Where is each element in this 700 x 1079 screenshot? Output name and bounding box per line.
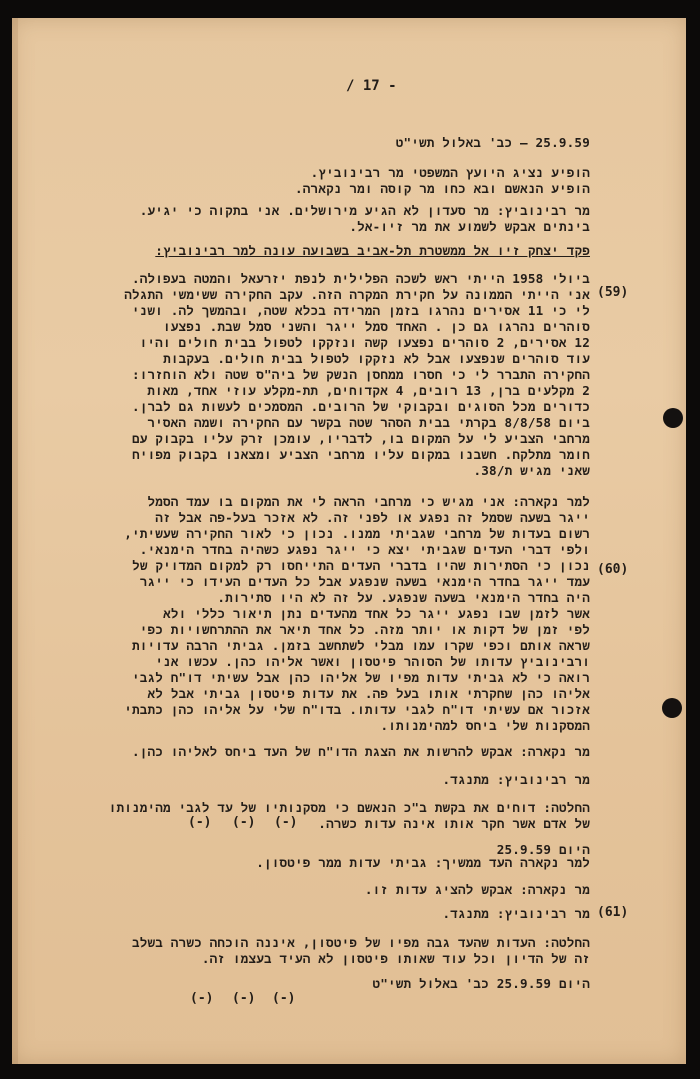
page-edge-shadow bbox=[12, 18, 18, 1064]
decision-line: זה של הדיון וכל עוד שאותו פיטסון לא העיד בעצמו זה. bbox=[201, 951, 590, 966]
objection-line: מר רבינוביץ: מתנגד. bbox=[442, 906, 590, 921]
signature-mark: (-) bbox=[272, 991, 296, 1006]
testimony-line: 2 מקלעים ברן, 13 רובים, 4 אקדוחים, תת-מקלע עוזי אחד, מאות bbox=[147, 383, 590, 398]
testimony-line: עמד ייגר בחדר הימנאי בשעה שנפגע אבל כל העדים העידו כי ייגר bbox=[139, 574, 590, 589]
punch-hole bbox=[662, 698, 682, 718]
signature-mark: (-) bbox=[190, 991, 214, 1006]
request-line: מר נקארה: אבקש להציג עדות זו. bbox=[364, 882, 590, 897]
page-number: / 17 - bbox=[346, 78, 397, 94]
testimony-line: ביולי 1958 הייתי ראש לשכה הפלילית לנפת יזרעאל והמטה בעפולה. bbox=[131, 271, 590, 286]
witness-intro: פקד יצחק זיו אל ממשטרת תל-אביב בשבועה עונה למר רבינוביץ: bbox=[155, 243, 590, 258]
testimony-line: ורבינוביץ עדותו של הסוהר פיטסון ואשר אליהו כהן. עכשו אני bbox=[155, 654, 590, 669]
testimony-line: ולפי דברי העדים שגביתי יצא כי ייגר נפגע כשהיה בחדר הימנאי. bbox=[139, 542, 590, 557]
testimony-line: חומר מתלקח. חשבנו במקום עליו מרחבי הצביע ומצאנו בקבוק מפויח bbox=[132, 447, 590, 462]
testimony-line: לפי זמן של דקות או יותר מזה. כל אחד תיאר את ההתרחשויות כפי bbox=[139, 622, 590, 637]
testimony-line: מרחבי הצביע לי על המקום בו, לדבריו, עומכן זרק עליו בקבוק עם bbox=[131, 431, 590, 446]
signature-mark: (-) bbox=[188, 815, 212, 830]
signature-mark: (-) bbox=[274, 815, 298, 830]
margin-number: (61) bbox=[597, 905, 629, 920]
testimony-line: ביום 8/8/58 בקרתי בבית הסהר שטה בקשר עם החקירה ושמה האסיר bbox=[147, 415, 590, 430]
testimony-line: אזכור אם עשיתי דו"ח לגבי עדותו. בדו"ח שלי על אליהו כהן כתבתי bbox=[124, 702, 590, 717]
request-line: מר נקארה: אבקש להרשות את הצגת הדו"ח של העד ביחס לאליהו כהן. bbox=[131, 744, 590, 759]
testimony-line: אני הייתי הממונה על חקירת המקרה הזה. עקב החקירה ששימשי התגלה bbox=[124, 287, 590, 302]
signature-mark: (-) bbox=[232, 991, 256, 1006]
testimony-line: היה בחדר הימנאי בשעה שנפגע. על זה לא היו סתירות. bbox=[217, 590, 590, 605]
testimony-line: לי כי 11 אסירים נהרגו בזמן המרידה בכלא שטה, ובהמשך לה. ושני bbox=[131, 303, 590, 318]
decision-line: של אדם אשר חקר אותו אינה עדות כשרה. bbox=[318, 816, 590, 831]
testimony-line: נכון כי הסתירות שהיו בדברי העדים התייחסו רק למקום המדויק של bbox=[132, 558, 590, 573]
testimony-line: כדורים מכל הסוגים ובקבוקי של הרובים. המסמכים לעשות גם לברן. bbox=[132, 399, 590, 414]
testimony-line: עוד סוהרים שנפצעו אבל לא נזקקו לטפול בבית חולים. בעקבות bbox=[163, 351, 590, 366]
punch-hole bbox=[663, 408, 683, 428]
margin-number: (60) bbox=[597, 562, 629, 577]
date-line: היום 25.9.59 כב' באלול תשי"ט bbox=[372, 976, 590, 991]
statement-line: בינתים אבקש לשמוע את מר זיו-אל. bbox=[349, 219, 590, 234]
testimony-line: אליהו כהן שחקרתי אותו בעל פה. את עדות פיטסון גביתי אבל לא bbox=[147, 686, 590, 701]
testimony-line: שראה אותם וכפי שקרו עמו מבלי לשתחשב בזמן. גביתי הרבה עדויות bbox=[132, 638, 590, 653]
appearance-line: הופיע נציג היועץ המשפטי מר רבינוביץ. bbox=[310, 165, 590, 180]
objection-line: מר רבינוביץ: מתנגד. bbox=[442, 772, 590, 787]
testimony-line: סוהרים נהרגו גם כן . האחד סמל ייגר והשני סמל שבת. נפצעו bbox=[163, 319, 590, 334]
testimony-line: 12 אסירים, 2 סוהרים נפצעו קשה ונזקקו לטפול בבית חולים והיו bbox=[139, 335, 590, 350]
date-heading: 25.9.59 – כב' באלול תשי"ט bbox=[395, 135, 590, 150]
testimony-line: רואה כי לא גביתי עדות מפיו של אליהו כהן אבל עשיתי דו"ח לגבי bbox=[131, 670, 590, 685]
appearance-line: הופיע הנאשם ובא כחו מר קוסה ומר נקארה. bbox=[295, 181, 590, 196]
testimony-line: ייגר בשעה שסמל זה נפגע או לפני זה. לא אזכר בעל-פה אבל זה bbox=[155, 510, 590, 525]
testimony-line: למר נקארה העד ממשיך: גביתי עדות ממר פיטסון. bbox=[256, 855, 590, 870]
date-line: היום 25.9.59 bbox=[496, 842, 590, 857]
testimony-line: למר נקארה: אני מגיש כי מרחבי הראה לי את המקום בו עמד הסמל bbox=[147, 494, 590, 509]
testimony-line: החקירה התברר לי כי חסרו ממחסן הנשק של ביה"ס שטה ולא הוחזרו: bbox=[131, 367, 590, 382]
testimony-line: שאני מגיש ת/38. bbox=[473, 463, 590, 478]
signature-mark: (-) bbox=[232, 815, 256, 830]
testimony-line: אשר לזמן שבו נפגע ייגר כל אחד מהעדים נתן תיאור כללי ולא bbox=[163, 606, 590, 621]
testimony-line: המסקנות שלי ביחס למהימנותו. bbox=[380, 718, 590, 733]
decision-line: החלטה: העדות שהעד גבה מפיו של פיטסון, איננה הוכחה כשרה בשלב bbox=[132, 935, 590, 950]
margin-number: (59) bbox=[597, 285, 629, 300]
decision-line: החלטה: דוחים את בקשת ב"כ הנאשם כי מסקנותיו של עד לגבי מהימנותו bbox=[108, 800, 590, 815]
statement-line: מר רבינוביץ: מר סעדון לא הגיע מירושלים. אני בתקוה כי יגיע. bbox=[139, 203, 590, 218]
testimony-line: רשום בעדות של מרחבי שגביתי ממנו. נכון כי לאור החקירה שעשיתי, bbox=[124, 526, 590, 541]
